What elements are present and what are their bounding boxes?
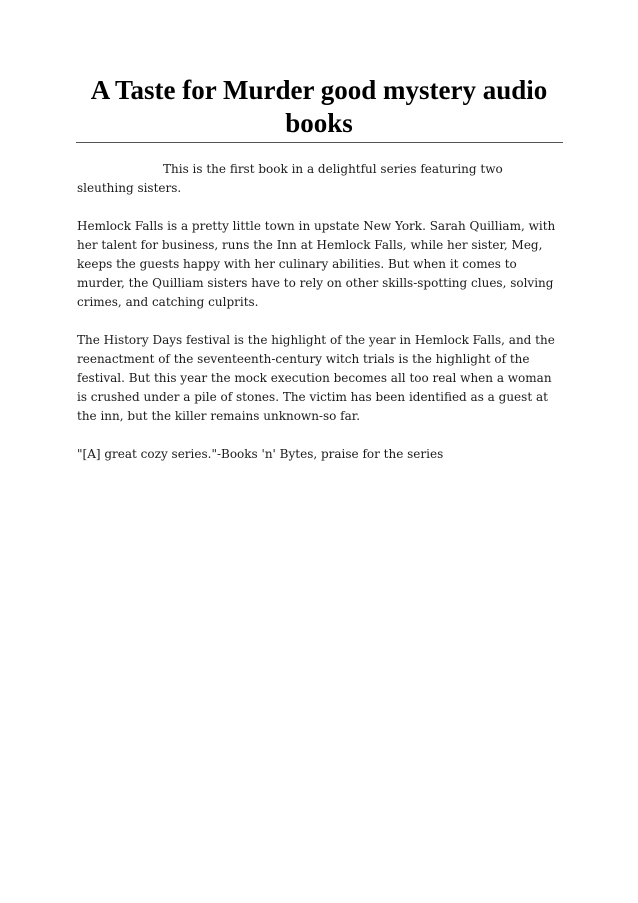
document-body — [77, 160, 557, 483]
body-paragraph: The History Days festival is the highlight of the year in Hemlock Falls, and the reenactment of the seventeenth-century witch trials is the highlight of the festival. But this year the mock execution becomes all too real when a woman is crushed under a pile of stones. The victim has been identified as a guest at the inn, but the killer remains unknown-so far. — [77, 333, 555, 423]
intro-paragraph: This is the first book in a delightful series featuring two sleuthing sisters. — [77, 162, 503, 195]
title-divider — [76, 142, 563, 143]
page-title: A Taste for Murder good mystery audio books — [90, 75, 548, 138]
review-quote: "[A] great cozy series."-Books 'n' Bytes, praise for the series — [77, 447, 444, 461]
body-paragraph: Hemlock Falls is a pretty little town in upstate New York. Sarah Quilliam, with her talent for business, runs the Inn at Hemlock Falls, while her sister, Meg, keeps the guests happy with her culinary abilities. But when it comes to murder, the Quilliam sisters have to rely on other skills-spotting clues, solving crimes, and catching culprits. — [77, 219, 556, 309]
